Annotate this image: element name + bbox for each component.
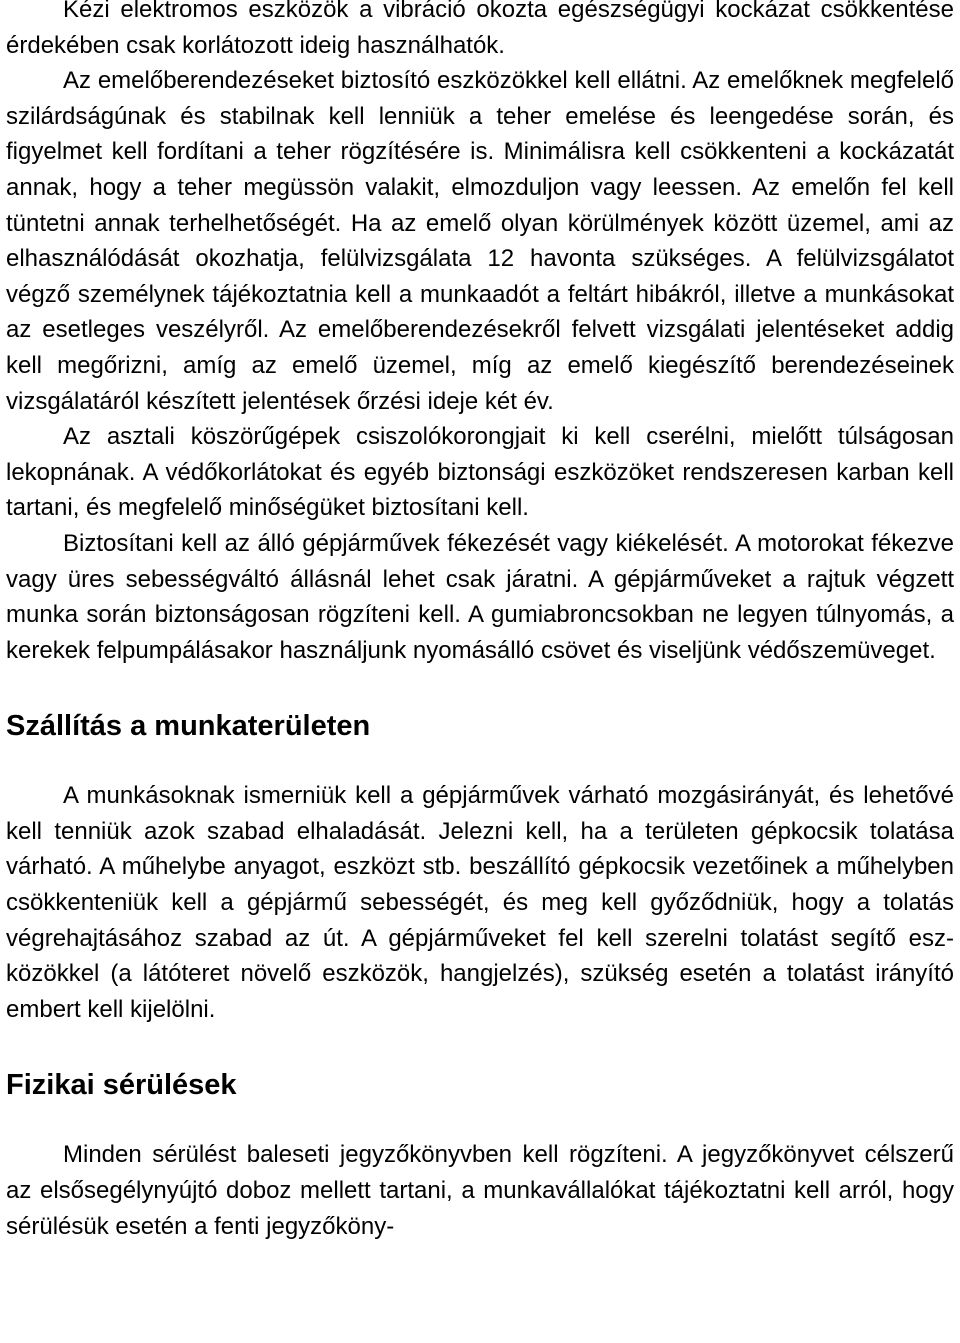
section-heading-transport: Szállítás a munkaterületen [6, 710, 371, 743]
paragraph-lifting-equipment: Az emelőberendezéseket biztosító eszközökkel kell ellátni. Az emelőknek megfelelő szilárdságúnak és stabilnak kell lenniük a teher emelése és leengedése során, és figyelmet kell fordítani a teher rögzítésére is. Minimálisra kell csökkenteni a kockázatát annak, hogy a teher megüssön valakit, elmozduljon vagy leessen. Az emelőn fel kell tüntetni annak terhelhetőségét. Ha az emelő olyan körülmények között üzemel, ami az elhasználódását okozhatja, felülvizsgálata 12 havonta szükséges. A felülvizsgálatot végző személynek tájékoztatnia kell a munkaadót a feltárt hibákról, illetve a munkásokat az esetleges veszélyről. Az emelőberendezésekről felvett vizsgálati jelentéseket addig kell megőrizni, amíg az emelő üzemel, míg az emelő kiegészítő berendezéseinek vizsgálatáról készített jelentések őrzési ideje két év. [6, 67, 954, 415]
paragraph-vehicles: Biztosítani kell az álló gépjárművek fékezését vagy kiékelését. A motorokat fékezve vagy üres sebességváltó állásnál lehet csak járatni. A gépjárműveket a rajtuk végzett munka során biztonságosan rögzíteni kell. A gumiabroncsokban ne legyen túlnyomás, a kerekek felpumpálásakor használjunk nyomásálló csövet és viseljünk védőszemüveget. [6, 529, 954, 664]
paragraph-injuries: Minden sérülést baleseti jegyzőkönyvben kell rögzíteni. A jegyzőkönyvet célszerű az elsősegélynyújtó doboz mellett tartani, a munkavállalókat tájékoztatni kell arról, hogy sérülésük esetén a fenti jegyzőköny- [6, 1141, 954, 1240]
section-heading-injuries: Fizikai sérülések [6, 1069, 237, 1102]
paragraph-transport: A munkásoknak ismerniük kell a gépjárművek várható mozgásirányát, és lehetővé kell tenniük azok szabad elhaladását. Jelezni kell, ha a területen gépkocsik tolatása várható. A műhelybe anyagot, eszközt stb. beszállító gépkocsik vezetőinek a műhelyben csökkenteniük kell a gépjármű sebességét, és meg kell győződniük, hogy a tolatás végrehajtásához szabad az út. A gépjárműveket fel kell szerelni tolatást segítő eszközökkel (a látóteret növelő eszközök, hangjelzés), szükség esetén a tolatást irányító embert kell kijelölni. [6, 782, 954, 1023]
paragraph-grinders: Az asztali köszörűgépek csiszolókorongjait ki kell cserélni, mielőtt túlságosan lekopnának. A védőkorlátokat és egyéb biztonsági eszközöket rendszeresen karban kell tartani, és megfelelő minőségüket biztosítani kell. [6, 423, 954, 522]
document-page [6, 0, 954, 1244]
paragraph-vibration: Kézi elektromos eszközök a vibráció okozta egészségügyi kockázat csökkentése érdekében csak korlátozott ideig használhatók. [6, 0, 954, 59]
